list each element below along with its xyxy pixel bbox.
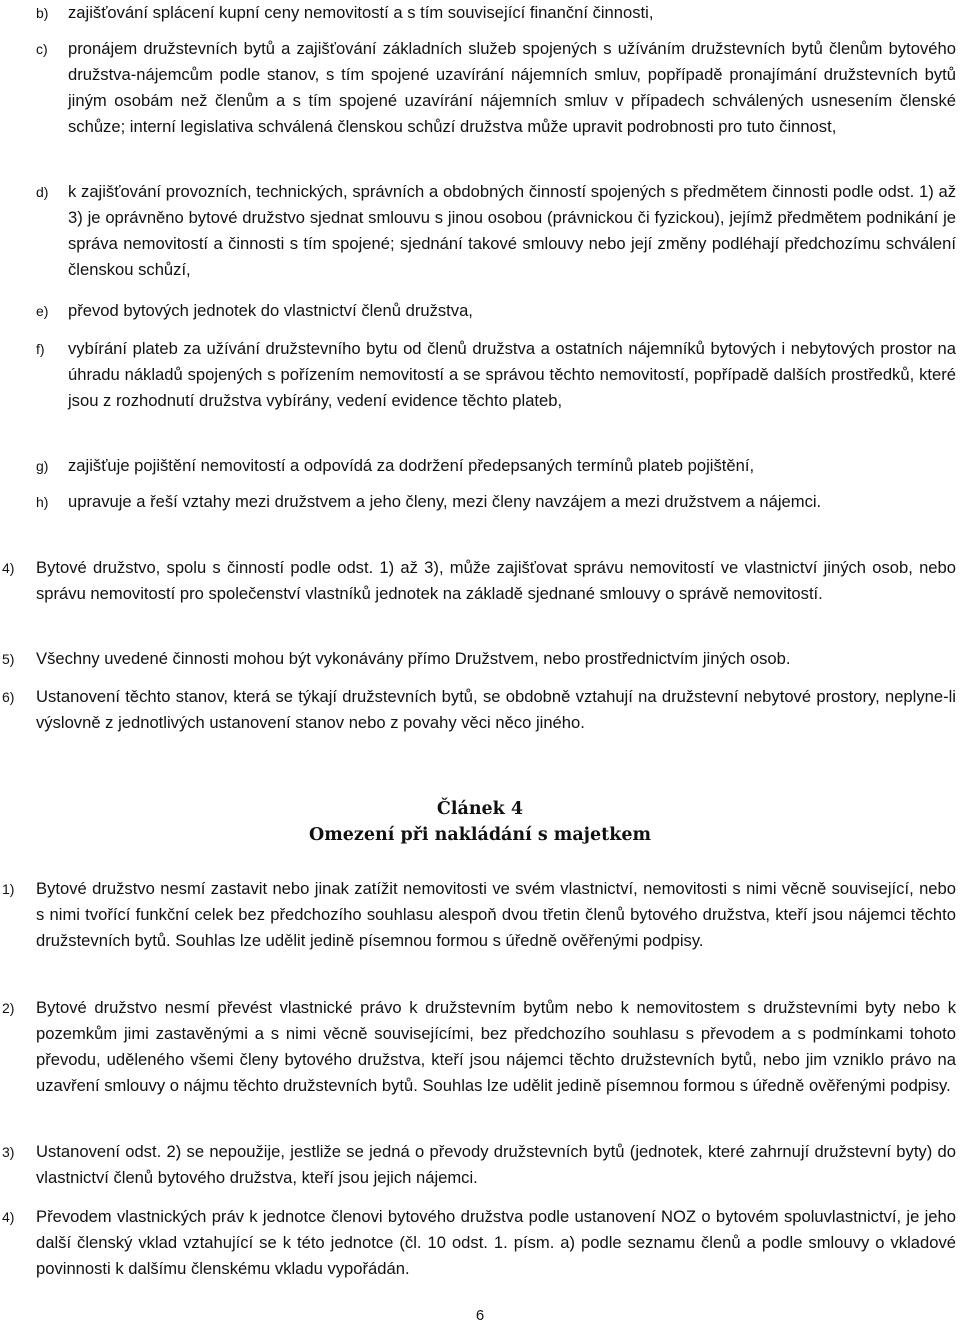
list-item-6 <box>2 684 956 736</box>
item-marker: b) <box>36 5 49 21</box>
item-text: Ustanovení odst. 2) se nepoužije, jestliže se jedná o převody družstevních bytů (jednotek, které zahrnují družstevní byty) do vlastnictví členů bytového družstva, kteří jsou jejich nájemci. <box>36 1142 956 1187</box>
item-text: Převodem vlastnických práv k jednotce členovi bytového družstva podle ustanovení NOZ o bytovém spoluvlastnictví, je jeho další členský vklad vztahující se k této jednotce (čl. 10 odst. 1. písm. a) podle seznamu členů a podle smlouvy o vkladové povinnosti k dalšímu členskému vkladu vypořádán. <box>36 1207 956 1278</box>
article-item-3 <box>2 1139 956 1191</box>
item-text: pronájem družstevních bytů a zajišťování základních služeb spojených s užíváním družstevních bytů členům bytového družstva-nájemcům podle stanov, s tím spojené uzavírání nájemních smluv, popřípadě pronajímání družstevních bytů jiným osobám než členům a s tím spojené uzavírání nájemních smluv v případech schválených usnesením členské schůze; interní legislativa schválená členskou schůzí družstva může upravit podrobnosti pro tuto činnost, <box>68 39 956 136</box>
item-text: zajišťuje pojištění nemovitostí a odpovídá za dodržení předepsaných termínů plateb pojištění, <box>68 456 755 475</box>
item-text: Všechny uvedené činnosti mohou být vykonávány přímo Družstvem, nebo prostřednictvím jiných osob. <box>36 649 791 668</box>
item-text: k zajišťování provozních, technických, správních a obdobných činností spojených s předmětem činnosti podle odst. 1) až 3) je oprávněno bytové družstvo sjednat smlouvu s jinou osobou (právnickou či fyzickou), jejímž předmětem podnikání je správa nemovitostí a činnosti s tím spojené; sjednání takové smlouvy nebo její změny podléhají předchozímu schválení členskou schůzí, <box>68 182 956 279</box>
item-text: vybírání plateb za užívání družstevního bytu od členů družstva a ostatních nájemníků bytových i nebytových prostor na úhradu nákladů spojených s pořízením nemovitostí a se správou těchto nemovitostí, popřípadě dalších prostředků, které jsou z rozhodnutí družstva vybírány, vedení evidence těchto plateb, <box>68 339 956 410</box>
article-number: Článek 4 <box>436 799 524 819</box>
list-item-b <box>36 0 956 26</box>
article-item-4 <box>2 1204 956 1282</box>
item-text: upravuje a řeší vztahy mezi družstvem a jeho členy, mezi členy navzájem a mezi družstvem a nájemci. <box>68 492 822 511</box>
item-marker: f) <box>36 341 45 357</box>
item-text: Bytové družstvo nesmí zastavit nebo jinak zatížit nemovitosti ve svém vlastnictví, nemovitosti s nimi věcně související, nebo s nimi tvořící funkční celek bez předchozího souhlasu alespoň dvou třetin členů bytového družstva, kteří jsou nájemci těchto družstevních bytů. Souhlas lze udělit jedině písemnou formou s úředně ověřenými podpisy. <box>36 879 956 950</box>
item-text: převod bytových jednotek do vlastnictví členů družstva, <box>68 301 473 320</box>
item-text: Ustanovení těchto stanov, která se týkají družstevních bytů, se obdobně vztahují na družstevní nebytové prostory, neplyne-li výslovně z jednotlivých ustanovení stanov nebo z povahy věci něco jiného. <box>36 687 956 732</box>
list-item-5 <box>2 646 956 672</box>
article-item-2 <box>2 995 956 1099</box>
item-marker: h) <box>36 494 49 510</box>
item-marker: 3) <box>2 1144 15 1160</box>
list-item-c <box>36 36 956 140</box>
item-marker: 2) <box>2 1000 15 1016</box>
list-item-e <box>36 298 956 324</box>
item-marker: 6) <box>2 689 15 705</box>
item-marker: d) <box>36 184 49 200</box>
page-number: 6 <box>475 1307 485 1324</box>
item-marker: e) <box>36 303 49 319</box>
item-marker: c) <box>36 41 48 57</box>
item-marker: 5) <box>2 651 15 667</box>
item-marker: 4) <box>2 560 15 576</box>
list-item-f <box>36 336 956 414</box>
article-item-1 <box>2 876 956 954</box>
list-item-h <box>36 489 956 515</box>
list-item-d <box>36 179 956 283</box>
item-text: Bytové družstvo nesmí převést vlastnické právo k družstevním bytům nebo k nemovitostem s družstevními byty nebo k pozemkům jimi zastavěnými a s nimi věcně souvisejícími, bez předchozího souhlasu s převodem a s podmínkami tohoto převodu, uděleného všemi členy bytového družstva, kteří jsou nájemci těchto družstevních bytů, nebo jim vzniklo právo na uzavření smlouvy o nájmu těchto družstevních bytů. Souhlas lze udělit jedině písemnou formou s úředně ověřenými podpisy. <box>36 998 956 1095</box>
article-title: Omezení při nakládání s majetkem <box>309 825 651 845</box>
item-marker: g) <box>36 458 49 474</box>
list-item-4 <box>2 555 956 607</box>
item-text: zajišťování splácení kupní ceny nemovitostí a s tím související finanční činnosti, <box>68 3 654 22</box>
item-marker: 1) <box>2 881 15 897</box>
item-marker: 4) <box>2 1209 15 1225</box>
list-item-g <box>36 453 956 479</box>
item-text: Bytové družstvo, spolu s činností podle odst. 1) až 3), může zajišťovat správu nemovitostí ve vlastnictví jiných osob, nebo správu nemovitostí pro společenství vlastníků jednotek na základě sjednané smlouvy o správě nemovitostí. <box>36 558 956 603</box>
